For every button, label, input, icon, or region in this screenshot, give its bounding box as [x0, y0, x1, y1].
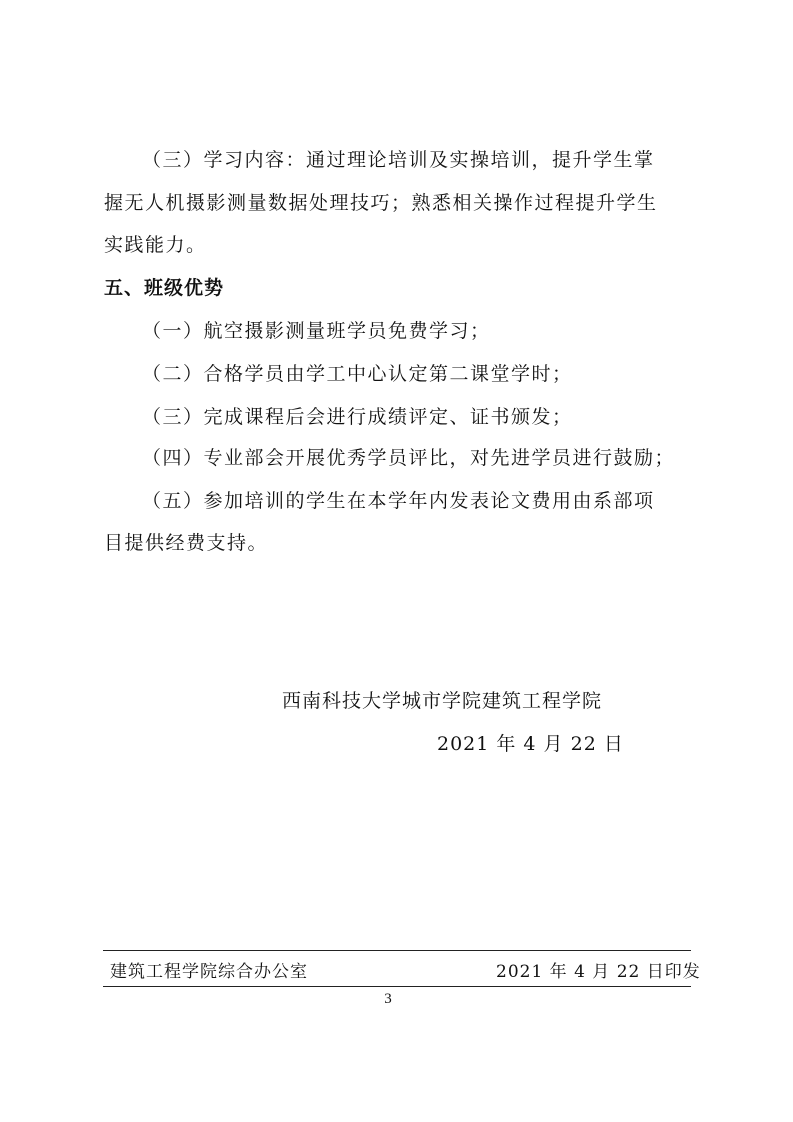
section-heading: 五、班级优势 [104, 277, 225, 299]
footer-office: 建筑工程学院综合办公室 [110, 962, 308, 982]
page-number: 3 [380, 991, 396, 1007]
list-item-1: （一）航空摄影测量班学员免费学习； [142, 320, 491, 342]
list-item-3: （三）完成课程后会进行成绩评定、证书颁发； [142, 406, 573, 428]
list-item-5-continuation: 目提供经费支持。 [104, 532, 269, 554]
footer-issue-date: 2021 年 4 月 22 日印发 [496, 962, 701, 982]
list-item-4: （四）专业部会开展优秀学员评比，对先进学员进行鼓励； [142, 447, 676, 469]
list-item-2: （二）合格学员由学工中心认定第二课堂学时； [142, 363, 573, 385]
footer-bottom-rule [103, 986, 691, 987]
footer-top-rule [103, 950, 691, 951]
signature-organization: 西南科技大学城市学院建筑工程学院 [282, 690, 603, 712]
list-item-5: （五）参加培训的学生在本学年内发表论文费用由系部项 [142, 490, 655, 512]
paragraph-line-1: （三）学习内容：通过理论培训及实操培训，提升学生掌 [142, 149, 655, 171]
paragraph-line-3: 实践能力。 [104, 234, 207, 256]
paragraph-line-2: 握无人机摄影测量数据处理技巧；熟悉相关操作过程提升学生 [104, 192, 658, 214]
signature-date: 2021 年 4 月 22 日 [437, 733, 624, 755]
